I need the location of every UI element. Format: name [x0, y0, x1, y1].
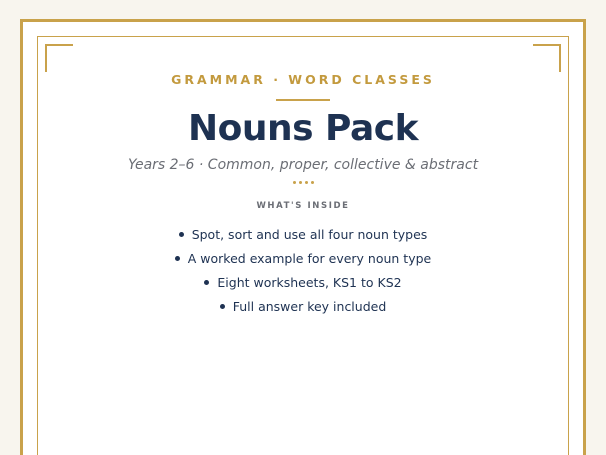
- product-card: [20, 19, 586, 455]
- contents-list: [23, 223, 583, 319]
- corner-ornament-top-right: [533, 44, 561, 72]
- list-item: [23, 271, 583, 295]
- dot-divider: [23, 181, 583, 185]
- divider-dot: [311, 181, 314, 184]
- corner-ornament-top-left: [45, 44, 73, 72]
- list-item: [23, 295, 583, 319]
- list-item-text: Eight worksheets, KS1 to KS2: [217, 275, 402, 290]
- divider-dot: [305, 181, 308, 184]
- subtitle: Years 2–6 · Common, proper, collective & abstract: [127, 157, 479, 173]
- list-item-text: A worked example for every noun type: [187, 251, 432, 266]
- divider-dot: [299, 181, 302, 184]
- title-divider: [276, 99, 330, 101]
- list-item-text: Full answer key included: [232, 299, 387, 314]
- list-item-text: Spot, sort and use all four noun types: [191, 227, 428, 242]
- bullet-icon: [220, 304, 225, 309]
- category-eyebrow: GRAMMAR · WORD CLASSES: [171, 72, 435, 87]
- section-label-whats-inside: WHAT'S INSIDE: [256, 201, 350, 211]
- list-item: [23, 223, 583, 247]
- page-title: Nouns Pack: [187, 108, 419, 149]
- list-item: [23, 247, 583, 271]
- bullet-icon: [204, 280, 209, 285]
- card-content: [23, 71, 583, 319]
- bullet-icon: [179, 232, 184, 237]
- bullet-icon: [175, 256, 180, 261]
- divider-dot: [293, 181, 296, 184]
